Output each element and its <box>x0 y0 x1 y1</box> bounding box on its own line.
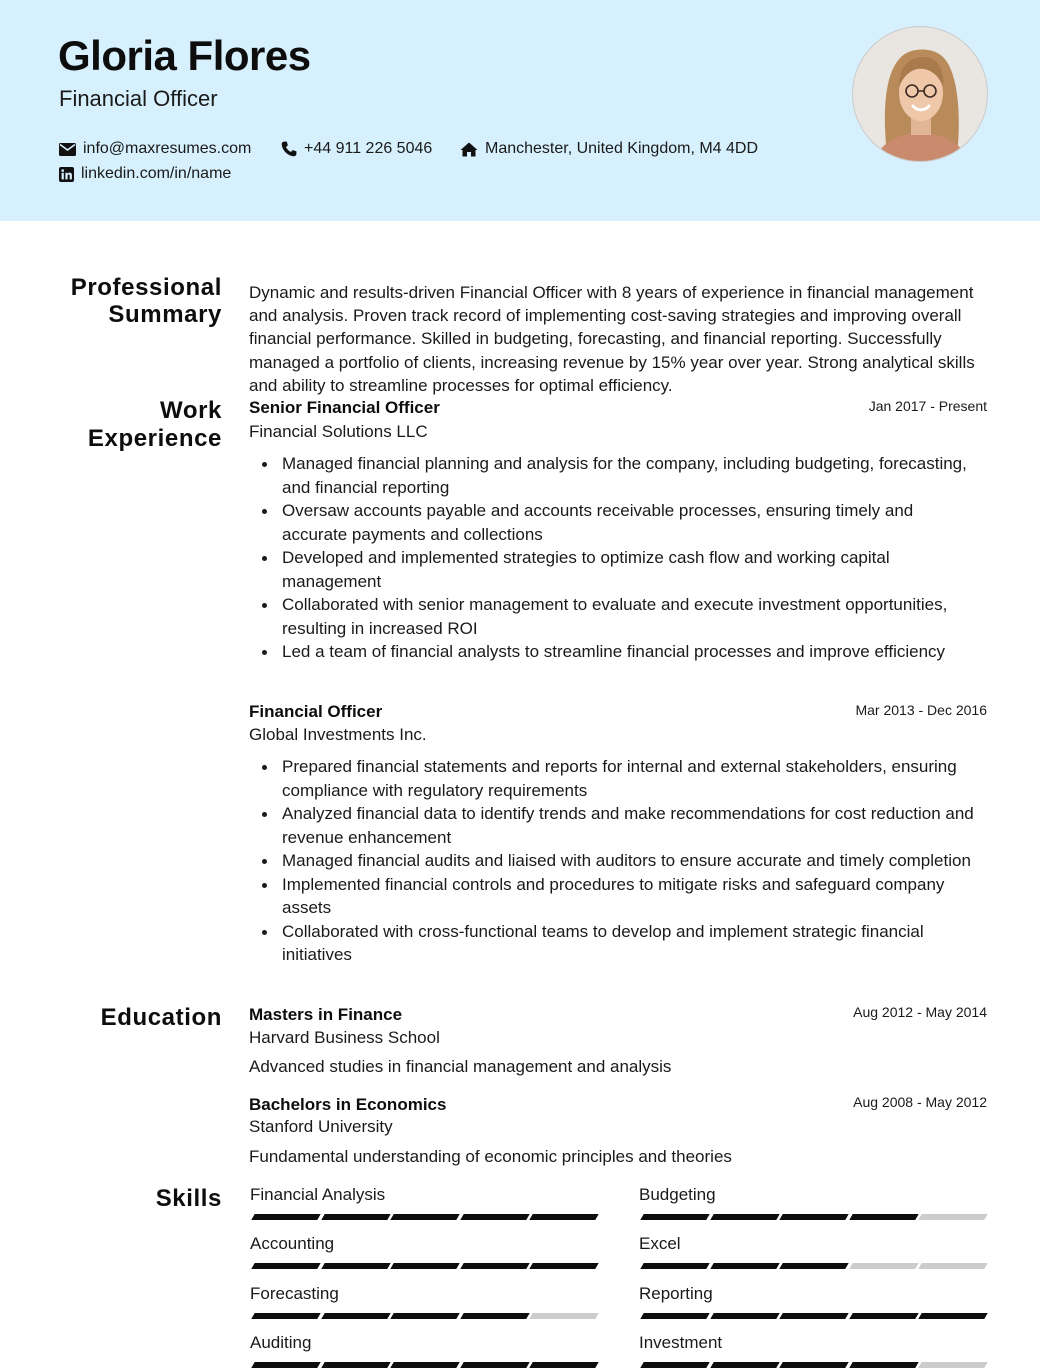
linkedin-icon <box>59 167 74 182</box>
envelope-icon <box>59 143 76 156</box>
skill-level-segment <box>321 1362 390 1368</box>
phone-icon <box>281 141 297 157</box>
skill-item <box>250 1234 598 1254</box>
skill-level-segment <box>779 1214 848 1220</box>
job-company: Global Investments Inc. <box>249 725 427 744</box>
skill-level-segment <box>710 1263 779 1269</box>
phone-text: +44 911 226 5046 <box>304 140 433 157</box>
list-item: Managed financial audits and liaised with auditors to ensure accurate and timely completion <box>262 849 982 873</box>
list-item: Led a team of financial analysts to streamline financial processes and improve efficiency <box>262 640 982 664</box>
skill-level-segment <box>460 1214 529 1220</box>
job-bullets <box>262 452 982 664</box>
degree-title: Bachelors in Economics <box>249 1095 447 1114</box>
education-description: Fundamental understanding of economic principles and theories <box>249 1147 732 1166</box>
summary-heading-line1: Professional <box>70 274 222 301</box>
skill-level-segment <box>710 1214 779 1220</box>
skill-level-segment <box>918 1362 987 1368</box>
skill-name: Reporting <box>639 1284 713 1303</box>
summary-text: Dynamic and results-driven Financial Officer with 8 years of experience in financial management and analysis. Proven track record of implementing cost-saving strategies and improving overall financial performance. Skilled in budgeting, forecasting, and financial reporting. Successfully managed a portfolio of clients, increasing revenue by 15% year over year. Strong analytical skills and ability to streamline processes for optimal efficiency. <box>249 283 975 395</box>
skill-item <box>250 1333 598 1353</box>
skill-level-segment <box>918 1313 987 1319</box>
skill-level-segment <box>529 1263 598 1269</box>
contact-address <box>460 140 758 158</box>
skill-level-bar <box>639 1313 987 1319</box>
skill-level-segment <box>321 1214 390 1220</box>
skill-item <box>250 1185 598 1205</box>
education-dates: Aug 2012 - May 2014 <box>853 1004 987 1020</box>
skill-level-segment <box>710 1362 779 1368</box>
skill-level-segment <box>251 1263 320 1269</box>
skill-level-segment <box>529 1214 598 1220</box>
list-item: Collaborated with cross-functional teams to develop and implement strategic financial initiatives <box>262 920 982 967</box>
skill-level-segment <box>529 1362 598 1368</box>
contact-phone[interactable] <box>281 140 432 158</box>
skill-level-bar <box>639 1263 987 1269</box>
job-bullets <box>262 755 982 967</box>
skill-level-segment <box>321 1313 390 1319</box>
skill-name: Budgeting <box>639 1185 716 1204</box>
summary-heading-line2: Summary <box>108 301 222 328</box>
skill-level-segment <box>390 1214 459 1220</box>
list-item: Analyzed financial data to identify trends and make recommendations for cost reduction and revenue enhancement <box>262 802 982 849</box>
candidate-name: Gloria Flores <box>58 32 311 79</box>
list-item: Developed and implemented strategies to optimize cash flow and working capital management <box>262 546 982 593</box>
skill-level-bar <box>639 1214 987 1220</box>
school-name: Harvard Business School <box>249 1028 440 1047</box>
skill-level-segment <box>390 1362 459 1368</box>
section-title-education: Education <box>100 1004 222 1031</box>
list-item: Prepared financial statements and reports for internal and external stakeholders, ensuring compliance with regulatory requirements <box>262 755 982 802</box>
skill-level-segment <box>251 1214 320 1220</box>
skill-item <box>639 1234 987 1254</box>
job-company: Financial Solutions LLC <box>249 422 428 441</box>
section-title-skills: Skills <box>155 1185 222 1212</box>
skill-level-bar <box>250 1362 598 1368</box>
section-title-summary <box>71 274 222 328</box>
skill-name: Excel <box>639 1234 681 1253</box>
skill-item <box>250 1284 598 1304</box>
skill-level-segment <box>390 1313 459 1319</box>
skill-level-bar <box>639 1362 987 1368</box>
skill-level-segment <box>849 1362 918 1368</box>
skill-level-segment <box>640 1214 709 1220</box>
skill-level-segment <box>849 1263 918 1269</box>
skill-level-segment <box>321 1263 390 1269</box>
skill-name: Financial Analysis <box>250 1185 386 1204</box>
skill-level-bar <box>250 1263 598 1269</box>
skill-level-bar <box>250 1313 598 1319</box>
skill-level-segment <box>849 1214 918 1220</box>
job-dates: Mar 2013 - Dec 2016 <box>855 702 987 718</box>
degree-title: Masters in Finance <box>249 1005 403 1024</box>
list-item: Oversaw accounts payable and accounts receivable processes, ensuring timely and accurate payments and collections <box>262 499 982 546</box>
skill-item <box>639 1333 987 1353</box>
education-description: Advanced studies in financial management and analysis <box>249 1057 672 1076</box>
contact-email[interactable] <box>59 140 251 158</box>
job-title: Financial Officer <box>249 702 383 721</box>
skill-level-segment <box>918 1214 987 1220</box>
skill-level-segment <box>640 1263 709 1269</box>
skill-level-segment <box>460 1263 529 1269</box>
job-dates: Jan 2017 - Present <box>868 398 987 414</box>
resume-header <box>0 0 1040 221</box>
education-dates: Aug 2008 - May 2012 <box>853 1094 987 1110</box>
portrait-image <box>853 27 988 162</box>
email-text: info@maxresumes.com <box>83 140 252 157</box>
skill-level-segment <box>710 1313 779 1319</box>
linkedin-text: linkedin.com/in/name <box>81 165 232 182</box>
home-icon <box>460 142 478 157</box>
skill-level-segment <box>779 1362 848 1368</box>
skill-level-segment <box>460 1362 529 1368</box>
skill-level-segment <box>251 1362 320 1368</box>
school-name: Stanford University <box>249 1117 393 1136</box>
skill-level-segment <box>390 1263 459 1269</box>
skill-level-segment <box>849 1313 918 1319</box>
contact-linkedin[interactable] <box>59 165 231 183</box>
experience-heading-line1: Work <box>160 397 222 424</box>
skill-item <box>639 1284 987 1304</box>
section-title-experience <box>88 397 222 453</box>
list-item: Managed financial planning and analysis for the company, including budgeting, forecasting, and financial reporting <box>262 452 982 499</box>
address-text: Manchester, United Kingdom, M4 4DD <box>485 140 759 157</box>
skill-item <box>639 1185 987 1205</box>
skill-level-segment <box>640 1313 709 1319</box>
skill-name: Investment <box>639 1333 723 1352</box>
skill-level-segment <box>640 1362 709 1368</box>
candidate-title: Financial Officer <box>59 86 218 111</box>
skill-level-segment <box>251 1313 320 1319</box>
skill-name: Auditing <box>250 1333 312 1352</box>
skill-level-segment <box>918 1263 987 1269</box>
profile-photo <box>852 26 988 162</box>
skill-level-bar <box>250 1214 598 1220</box>
experience-heading-line2: Experience <box>87 425 222 452</box>
list-item: Implemented financial controls and procedures to mitigate risks and safeguard company assets <box>262 873 982 920</box>
skill-name: Forecasting <box>250 1284 339 1303</box>
job-title: Senior Financial Officer <box>249 398 440 417</box>
skill-level-segment <box>460 1313 529 1319</box>
skill-name: Accounting <box>250 1234 335 1253</box>
skill-level-segment <box>529 1313 598 1319</box>
skill-level-segment <box>779 1263 848 1269</box>
skill-level-segment <box>779 1313 848 1319</box>
list-item: Collaborated with senior management to evaluate and execute investment opportunities, resulting in increased ROI <box>262 593 982 640</box>
